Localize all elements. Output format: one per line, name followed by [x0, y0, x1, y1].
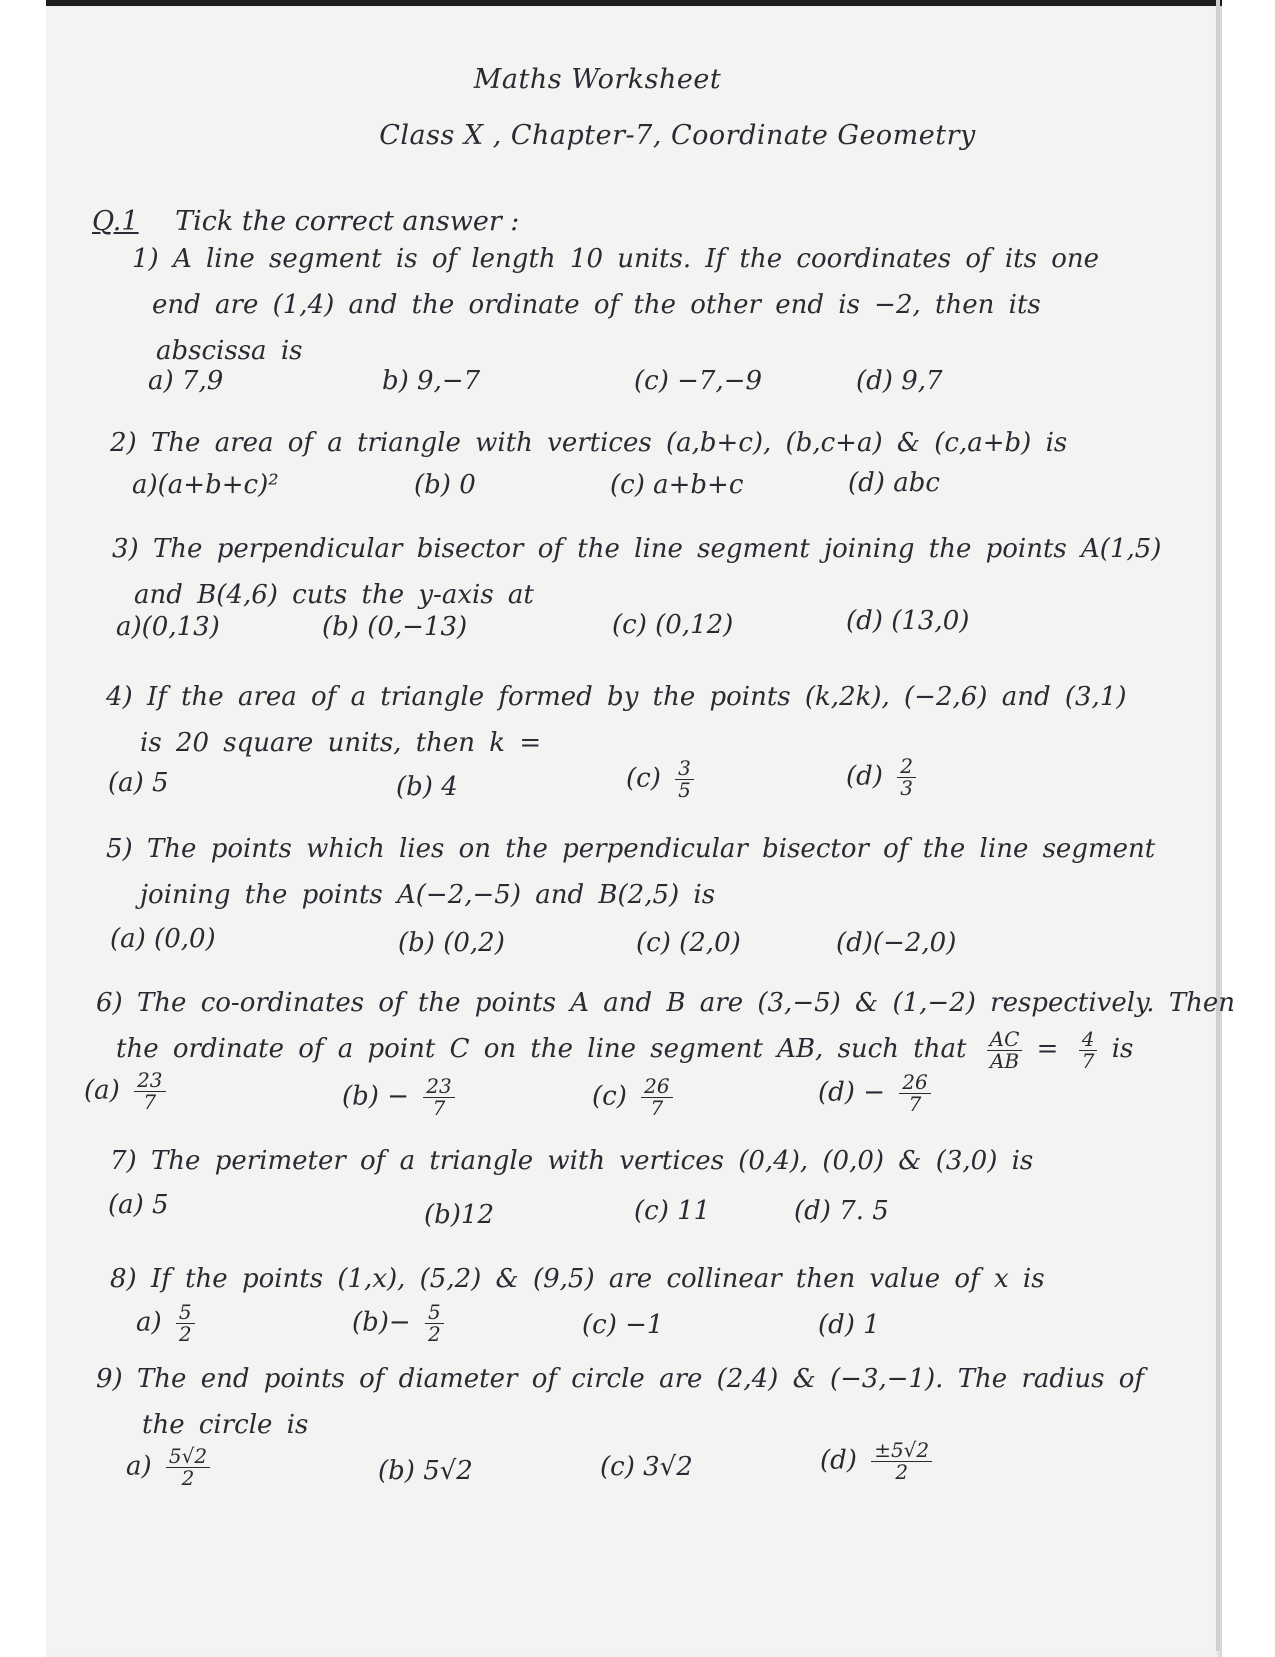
- fraction-numerator: 23: [423, 1076, 454, 1098]
- fraction: [176, 1302, 195, 1345]
- answer-option: [84, 1070, 166, 1113]
- answer-option: (b) 4: [396, 772, 458, 802]
- fraction-numerator: 5√2: [166, 1446, 210, 1468]
- page-edge: [1216, 0, 1220, 1651]
- answer-option: a)(0,13): [116, 612, 220, 642]
- question-line: joining the points A(−2,−5) and B(2,5) is: [140, 880, 716, 910]
- question-line: 7) The perimeter of a triangle with vertices (0,4), (0,0) & (3,0) is: [110, 1146, 1034, 1176]
- answer-option: (b) 5√2: [378, 1456, 473, 1486]
- question-line: 4) If the area of a triangle formed by the points (k,2k), (−2,6) and (3,1): [106, 682, 1127, 712]
- fraction-numerator: 5: [425, 1302, 444, 1324]
- answer-option: (c) 3√2: [600, 1452, 693, 1482]
- fraction-numerator: 2: [897, 756, 916, 778]
- fraction-denominator: AB: [989, 1048, 1020, 1073]
- answer-option: [626, 758, 694, 801]
- fraction: [897, 756, 916, 799]
- answer-option: (d)(−2,0): [836, 928, 957, 958]
- fraction-numerator: 3: [675, 758, 694, 780]
- fraction-denominator: 7: [908, 1092, 922, 1116]
- answer-option: [820, 1440, 932, 1483]
- option-label: (d): [820, 1445, 857, 1476]
- question-line: 5) The points which lies on the perpendicular bisector of the line segment: [106, 834, 1156, 864]
- answer-option: [136, 1302, 195, 1345]
- question-line: end are (1,4) and the ordinate of the other end is −2, then its: [152, 290, 1041, 320]
- question-1-heading: [92, 206, 519, 237]
- option-label: (b)−: [352, 1307, 411, 1338]
- answer-option: (d) abc: [848, 468, 940, 498]
- answer-option: (a) 5: [108, 768, 169, 798]
- question-text: [110, 420, 1067, 466]
- question-line: 3) The perpendicular bisector of the line segment joining the points A(1,5): [112, 534, 1162, 564]
- question-text: [106, 674, 1127, 766]
- fraction-numerator: ±5√2: [871, 1440, 932, 1462]
- fraction-denominator: 2: [895, 1460, 909, 1484]
- question-text: [132, 236, 1099, 374]
- question-number: Q.1: [92, 206, 139, 237]
- answer-option: (b)12: [424, 1200, 495, 1230]
- fraction-denominator: 2: [181, 1466, 195, 1490]
- question-text: [106, 826, 1155, 918]
- answer-option: (b) (0,2): [398, 928, 505, 958]
- fraction-denominator: 7: [432, 1096, 446, 1120]
- answer-option: (d) (13,0): [846, 606, 970, 636]
- answer-option: (a) (0,0): [110, 924, 216, 954]
- worksheet-title: Maths Worksheet: [473, 64, 722, 95]
- option-label: (a): [84, 1075, 120, 1106]
- fraction-numerator: 26: [899, 1072, 930, 1094]
- worksheet-subtitle: Class X , Chapter-7, Coordinate Geometry: [379, 120, 976, 151]
- answer-option: a) 7,9: [148, 366, 224, 396]
- option-label: a): [126, 1451, 152, 1482]
- answer-option: (c) (0,12): [612, 610, 734, 640]
- option-label: (d) −: [818, 1077, 885, 1108]
- option-label: (d): [846, 761, 883, 792]
- answer-option: (c) −1: [582, 1310, 664, 1340]
- answer-option: [846, 756, 916, 799]
- answer-option: (b) (0,−13): [322, 612, 468, 642]
- fraction-denominator: 7: [1081, 1048, 1095, 1073]
- fraction: [899, 1072, 930, 1115]
- question-text: [112, 526, 1161, 618]
- fraction-numerator: 5: [176, 1302, 195, 1324]
- fraction-numerator: AC: [987, 1029, 1023, 1051]
- answer-option: [352, 1302, 444, 1345]
- question-line: 8) If the points (1,x), (5,2) & (9,5) are collinear then value of x is: [110, 1264, 1045, 1294]
- question-line: 9) The end points of diameter of circle are (2,4) & (−3,−1). The radius of: [96, 1364, 1144, 1394]
- ratio-fraction: [987, 1026, 1023, 1073]
- answer-option: (c) (2,0): [636, 928, 741, 958]
- answer-option: [126, 1446, 210, 1489]
- fraction: [871, 1440, 932, 1483]
- question-line: 2) The area of a triangle with vertices (a,b+c), (b,c+a) & (c,a+b) is: [110, 428, 1068, 458]
- question-line: is 20 square units, then k =: [140, 728, 542, 758]
- fraction-denominator: 2: [427, 1322, 441, 1346]
- fraction-denominator: 3: [900, 776, 913, 800]
- question-line-text: the ordinate of a point C on the line segment AB, such that: [116, 1034, 967, 1064]
- answer-option: b) 9,−7: [382, 366, 481, 396]
- answer-option: (b) 0: [414, 470, 476, 500]
- answer-option: a)(a+b+c)²: [132, 470, 279, 500]
- question-line: abscissa is: [156, 336, 303, 366]
- question-text: [110, 1256, 1045, 1302]
- fraction: [134, 1070, 165, 1113]
- fraction-denominator: 2: [178, 1322, 192, 1346]
- answer-option: [342, 1076, 455, 1119]
- answer-option: [592, 1076, 673, 1119]
- question-line-tail: is: [1111, 1034, 1134, 1064]
- answer-option: (c) −7,−9: [634, 366, 763, 396]
- question-text: [96, 980, 1235, 1072]
- fraction: [423, 1076, 454, 1119]
- option-label: (b) −: [342, 1081, 409, 1112]
- question-line: 1) A line segment is of length 10 units. If the coordinates of its one: [132, 244, 1100, 274]
- option-label: (c): [592, 1081, 627, 1112]
- answer-option: (c) a+b+c: [610, 470, 744, 500]
- fraction: [675, 758, 694, 801]
- fraction-numerator: 26: [641, 1076, 672, 1098]
- answer-option: (c) 11: [634, 1196, 711, 1226]
- option-label: a): [136, 1307, 162, 1338]
- ratio-value: [1079, 1026, 1098, 1073]
- question-line: 6) The co-ordinates of the points A and B are (3,−5) & (1,−2) respectively. Then: [96, 988, 1236, 1018]
- question-line: the circle is: [142, 1410, 309, 1440]
- fraction-denominator: 5: [678, 778, 691, 802]
- equals-sign: =: [1036, 1034, 1059, 1064]
- fraction: [425, 1302, 444, 1345]
- fraction: [641, 1076, 672, 1119]
- fraction-denominator: 7: [650, 1096, 664, 1120]
- answer-option: (a) 5: [108, 1190, 169, 1220]
- fraction-denominator: 7: [143, 1090, 157, 1114]
- fraction: [166, 1446, 210, 1489]
- question-line: [96, 1026, 1235, 1072]
- option-label: (c): [626, 763, 661, 794]
- question-text: [110, 1138, 1033, 1184]
- answer-option: (d) 1: [818, 1310, 880, 1340]
- question-line: and B(4,6) cuts the y-axis at: [134, 580, 534, 610]
- fraction-numerator: 23: [134, 1070, 165, 1092]
- question-text: [96, 1356, 1144, 1448]
- answer-option: [818, 1072, 931, 1115]
- fraction-numerator: 4: [1079, 1029, 1098, 1051]
- answer-option: (d) 7. 5: [794, 1196, 889, 1226]
- answer-option: (d) 9,7: [856, 366, 943, 396]
- question-instruction: Tick the correct answer :: [175, 206, 520, 237]
